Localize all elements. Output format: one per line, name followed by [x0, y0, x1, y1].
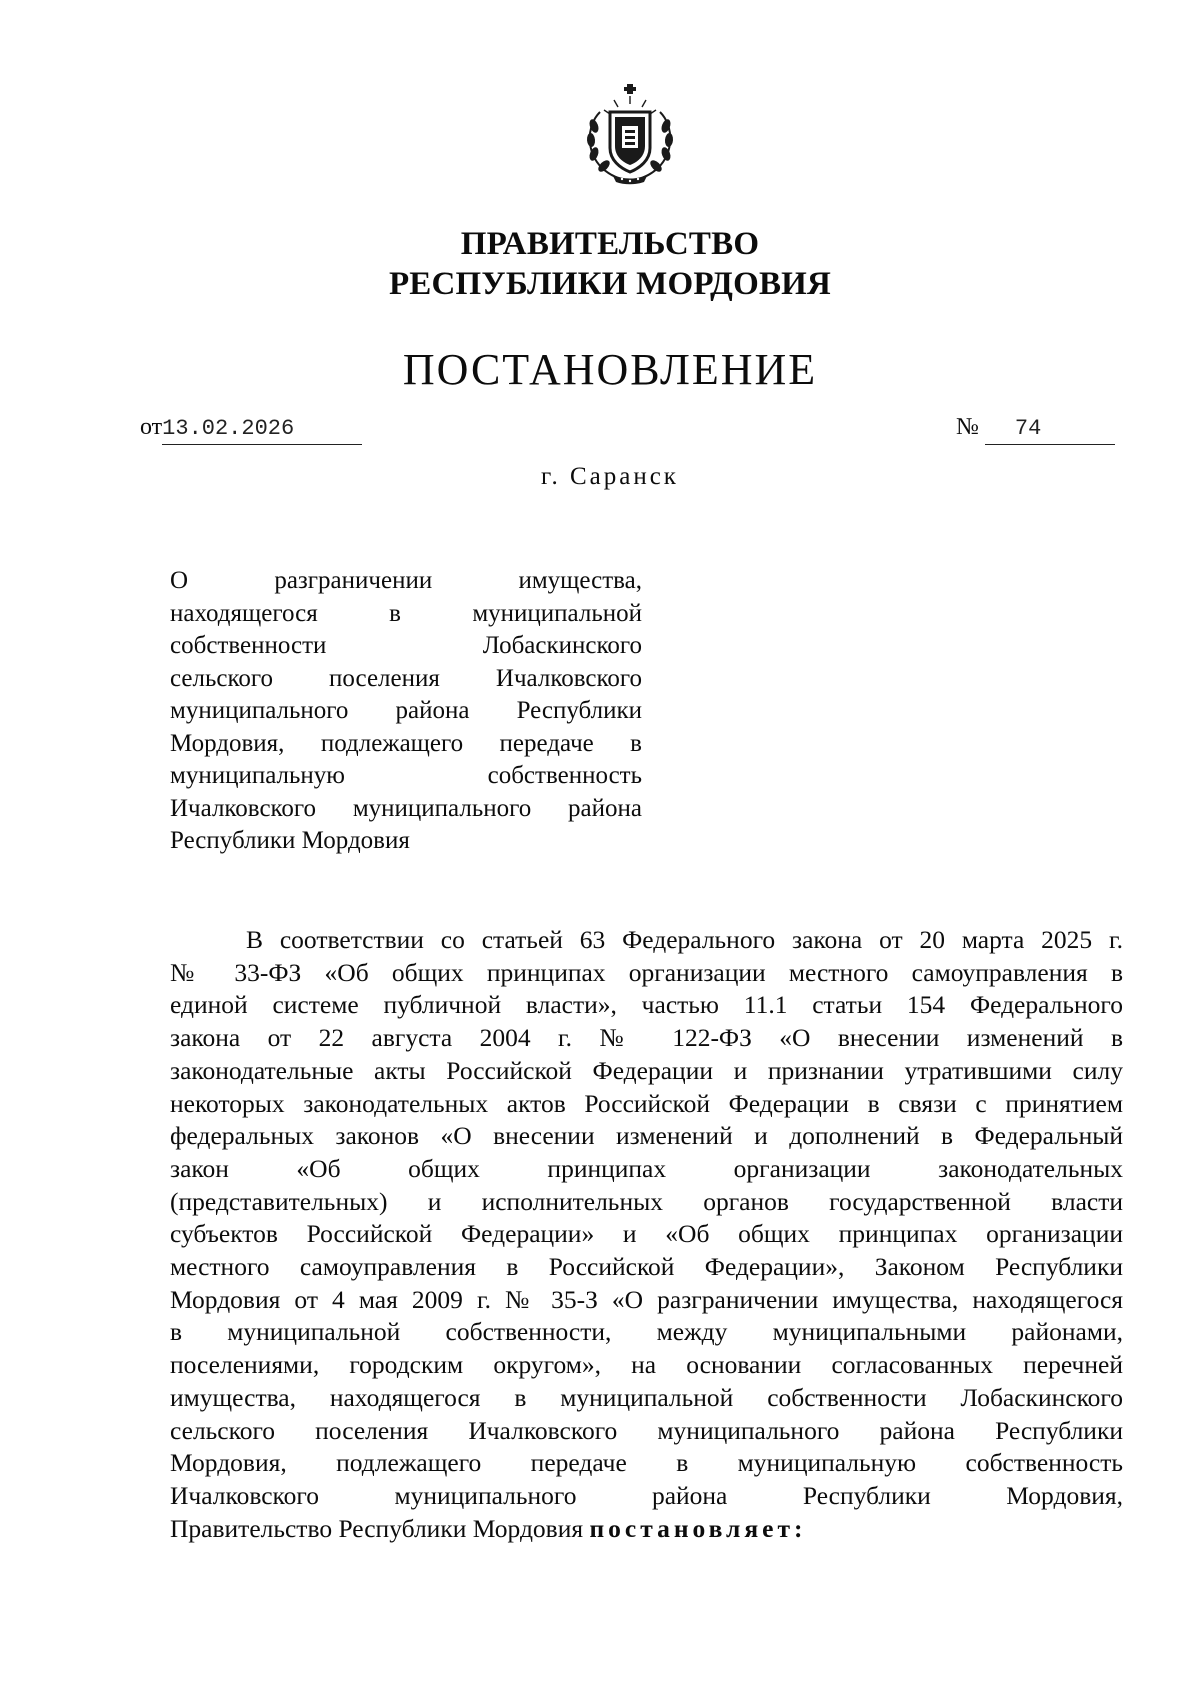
date-underline — [162, 412, 362, 445]
body-line: единой системе публичной власти», частью 11.1 статьи 154 Федерального — [170, 990, 1123, 1020]
number-value: 74 — [1014, 416, 1042, 441]
subject-line: Мордовия, подлежащего передаче в — [170, 729, 642, 757]
government-title-line2: РЕСПУБЛИКИ МОРДОВИЯ — [388, 266, 832, 302]
coat-of-arms-icon — [578, 82, 682, 188]
subject-line: Республики Мордовия — [170, 827, 410, 854]
number-prefix: № — [956, 414, 979, 440]
body-line: в муниципальной собственности, между муниципальными районами, — [170, 1317, 1123, 1347]
date-prefix: от — [140, 414, 163, 440]
body-line: Мордовия от 4 мая 2009 г. № 35-З «О разграничении имущества, находящегося — [170, 1284, 1123, 1314]
body-final-text: Правительство Республики Мордовия — [170, 1513, 584, 1543]
city-line: г. Саранск — [541, 463, 679, 490]
number-field — [956, 412, 1115, 445]
body-line: поселениями, городским округом», на основании согласованных перечней — [170, 1350, 1123, 1380]
date-value: 13.02.2026 — [162, 416, 295, 441]
body-line: Ичалковского муниципального района Республики Мордовия, — [170, 1480, 1123, 1510]
resolution-word: постановляет: — [589, 1513, 807, 1543]
body-line: некоторых законодательных актов Российской Федерации в связи с принятием — [170, 1088, 1123, 1118]
body-line: законодательные акты Российской Федерации и признании утратившими силу — [170, 1055, 1123, 1085]
body-line: закон «Об общих принципах организации законодательных — [170, 1153, 1123, 1183]
body-line: имущества, находящегося в муниципальной собственности Лобаскинского — [170, 1382, 1123, 1412]
subject-line: О разграничении имущества, — [170, 567, 642, 594]
subject-line: собственности Лобаскинского — [170, 632, 642, 659]
body-line: местного самоуправления в Российской Федерации», Законом Республики — [170, 1252, 1123, 1282]
government-title-line1: ПРАВИТЕЛЬСТВО — [460, 226, 760, 262]
body-final-line — [170, 1513, 1123, 1546]
body-line: федеральных законов «О внесении изменений и дополнений в Федеральный — [170, 1121, 1123, 1151]
document-subject — [170, 565, 642, 858]
body-line: № 33-ФЗ «Об общих принципах организации местного самоуправления в — [170, 957, 1123, 987]
date-field — [140, 412, 362, 445]
subject-line: сельского поселения Ичалковского — [170, 664, 642, 692]
subject-line: муниципального района Республики — [170, 697, 642, 724]
body-line: (представительных) и исполнительных органов государственной власти — [170, 1186, 1123, 1216]
body-line: субъектов Российской Федерации» и «Об общих принципах организации — [170, 1219, 1123, 1249]
body-line: сельского поселения Ичалковского муниципального района Республики — [170, 1415, 1123, 1445]
document-type-title: ПОСТАНОВЛЕНИЕ — [402, 345, 818, 394]
subject-line: муниципальную собственность — [170, 762, 642, 789]
body-line: В соответствии со статьей 63 Федерального закона от 20 марта 2025 г. — [246, 925, 1123, 954]
subject-line: Ичалковского муниципального района — [170, 794, 642, 822]
body-line: закона от 22 августа 2004 г. № 122-ФЗ «О внесении изменений в — [170, 1023, 1123, 1053]
subject-line: находящегося в муниципальной — [170, 599, 642, 627]
number-underline — [985, 412, 1115, 445]
document-body — [170, 924, 1123, 1545]
body-line: Мордовия, подлежащего передаче в муниципальную собственность — [170, 1448, 1123, 1478]
